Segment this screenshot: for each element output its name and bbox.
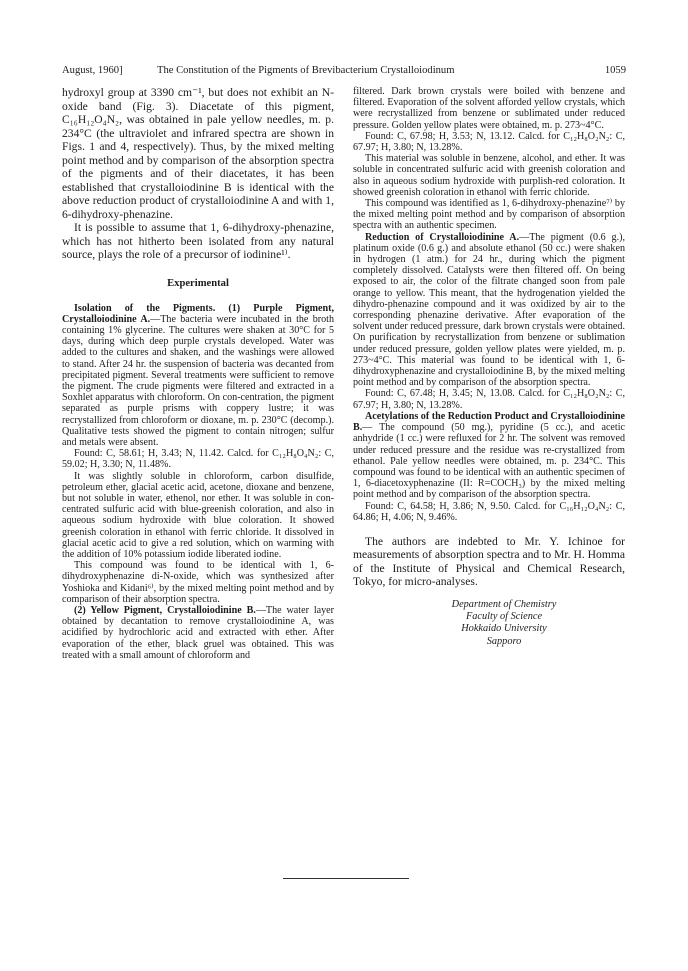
intro-paragraph: It is possible to assume that 1, 6-dihydroxy-phenazine, which has not hitherto been isolated from any natural source, plays the role of a precursor of iodinine¹⁾. [62, 221, 334, 261]
analysis-found: Found: C, 67.48; H, 3.45; N, 13.08. Calcd. for C₁₂H₈O₂N₂: C, 67.97; H, 3.80; N, 13.28%. [353, 388, 625, 411]
acetylation-paragraph [353, 411, 625, 501]
right-column [353, 86, 625, 648]
identity-paragraph: This compound was found to be identical with 1, 6-dihydroxyphenazine di-N-oxide, which was synthesized after Yoshioka and Kidani⁶⁾, by the mixed melting point method and by comparison of their absorption spectra. [62, 560, 334, 605]
reduction-text: —The pigment (0.6 g.), platinum oxide (0.6 g.) and absolute ethanol (50 cc.) were shaken in hydrogen (1 atm.) for 24 hr., during which the pigment completely dissolved. Catalysts were then filtered off. On being exposed to air, the color of the filtrate changed soon from pale orange to yellow. This meant, that the hydrogenation yielded the dihydro-phenazine compound and it was oxidized by air to the corresponding phenazine derivative. After evaporation of the solvent under reduced pressure, dark brown crystals were obtained. On purification by recrystallization from benzene or sublimation under reduced pressure, golden yellow plates were yielded, m. p. 273~4°C. This material was found to be identical with 1, 6-dihydroxyphenazine and crystalloiodinine B, by the mixed melting point method and by comparison of the absorption spectra. [353, 231, 625, 389]
analysis-found: Found: C, 67.98; H, 3.53; N, 13.12. Calcd. for C₁₂H₈O₂N₂: C, 67.97; H, 3.80; N, 13.28%. [353, 130, 625, 154]
isolation-text: —The bacteria were incubated in the broth containing 1% glycerine. The cultures were shaken at 30°C for 5 days, during which deep purple crystals developed. Water was added to the cultures and shaken, and the washings were allowed to stand. After 24 hr. the suspension of bacteria was decanted from precipitated pigment. Several treatments were sufficient to remove the pigment. The crude pigments were filtered and extracted in a Soxhlet apparatus with chloroform. On con-centration, the pigment separated as purple prisms with coppery lustre; it was recrystallized from chloroform or dioxane, m. p. 230°C (decomp.). Qualitative tests showed the pigment to contain nitrogen; sulfur and metals were absent. [62, 313, 335, 448]
continued-paragraph: filtered. Dark brown crystals were boiled with benzene and filtered. Evaporation of the solvent afforded yellow crystals, which were recrystallized from benzene or sublimated under reduced pressure. Golden yellow plates were obtained, m. p. 273~4°C. [353, 86, 625, 131]
reduction-paragraph [353, 232, 625, 389]
acetylation-text: — The compound (50 mg.), pyridine (5 cc.), and acetic anhydride (1 cc.) were refluxed for 2 hr. The solvent was removed under reduced pressure and the residue was re-crystallized from ethanol. Pale yellow needles were obtained, m. p. 234°C. This compound was found to be identical with an authentic specimen of 1, 6-diacetoxyphenazine (II: R=COCH₃) by the mixed melting point method and by comparison of the absorption spectra. [353, 422, 625, 501]
analysis-found: Found: C, 58.61; H, 3.43; N, 11.42. Calcd. for C₁₂H₈O₄N₂: C, 59.02; H, 3.30; N, 11.48%. [62, 448, 334, 471]
header-date: August, 1960] [62, 65, 123, 76]
acknowledgement: The authors are indebted to Mr. Y. Ichinoe for measurements of absorption spectra and to Mr. H. Homma of the Institute of Physical and Chemical Research, Tokyo, for micro-analyses. [353, 534, 625, 589]
author-address [353, 599, 625, 648]
header-page-number: 1059 [604, 65, 626, 76]
solubility-paragraph: It was slightly soluble in chloroform, carbon disulfide, petroleum ether, glacial acetic acid, acetone, dioxane and benzene, but not soluble in water, ethenol, nor ether. It was soluble in con-centrated sulfuric acid with blue-greenish coloration, and also in aqueous sodium hydroxide with blue coloration. It showed greenish coloration in ethanol with ferric chloride. It dissolved in glacial acetic acid to give a red solution, which on warming with the addition of 10% potassium iodide liberated iodine. [62, 470, 334, 560]
acetylation-heading: Acetylations of the Reduction Product and Crystalloiodinine B. [353, 410, 626, 434]
solubility-paragraph: This material was soluble in benzene, alcohol, and ether. It was soluble in concentrated sulfuric acid with greenish coloration and also in aqueous sodium hydroxide with purplish-red coloration. It showed greenish coloration in ethanol with ferric chloride. [353, 153, 625, 198]
isolation-heading: Isolation of the Pigments. (1) Purple Pigment, Crystalloiodinine A. [62, 302, 334, 325]
intro-paragraph: hydroxyl group at 3390 cm⁻¹, but does not exhibit an N-oxide band (Fig. 3). Diacetate of this pigment, C₁₆H₁₂O₄N₂, was obtained in pale yellow needles, m. p. 234°C (the ultraviolet and infrared spectra are shown in Figs. 1 and 4, respectively). Thus, by the mixed melting point method and by comparison of the absorption spectra of the pigments and of their diacetates, it has been established that crystalloiodinine B is identical with the above reduction product of crystalloiodinine A and with 1, 6-dihydroxy-phenazine. [62, 86, 334, 221]
section-heading-experimental: Experimental [167, 277, 229, 289]
address-line: Faculty of Science [465, 611, 543, 623]
address-line: Department of Chemistry [451, 598, 557, 610]
reduction-heading: Reduction of Crystalloiodinine A. [365, 231, 520, 243]
yellow-pigment-text: —The water layer obtained by decantation to remove crystalloiodinine A, was acidified by hydrochloric acid and extracted with ether. After evaporation of the ether, black gruel was obtained. This was treated with a small amount of chloroform and [62, 604, 334, 661]
address-line: Hokkaido University [461, 623, 547, 635]
isolation-paragraph [62, 303, 334, 449]
address-line: Sapporo [486, 635, 522, 647]
header-running-title: The Constitution of the Pigments of Brevibacterium Crystalloiodinum [157, 65, 455, 76]
analysis-found: Found: C, 64.58; H, 3.86; N, 9.50. Calcd. for C₁₆H₁₂O₄N₂: C, 64.86; H, 4.06; N, 9.46%. [353, 500, 625, 523]
left-column [62, 86, 334, 661]
identified-paragraph: This compound was identified as 1, 6-dihydroxy-phenazine⁷⁾ by the mixed melting point method and by comparison of absorption spectra with an authentic specimen. [353, 198, 625, 232]
yellow-pigment-heading: (2) Yellow Pigment, Crystalloiodinine B. [74, 604, 256, 616]
yellow-pigment-paragraph [62, 605, 334, 661]
footer-rule [283, 878, 409, 879]
